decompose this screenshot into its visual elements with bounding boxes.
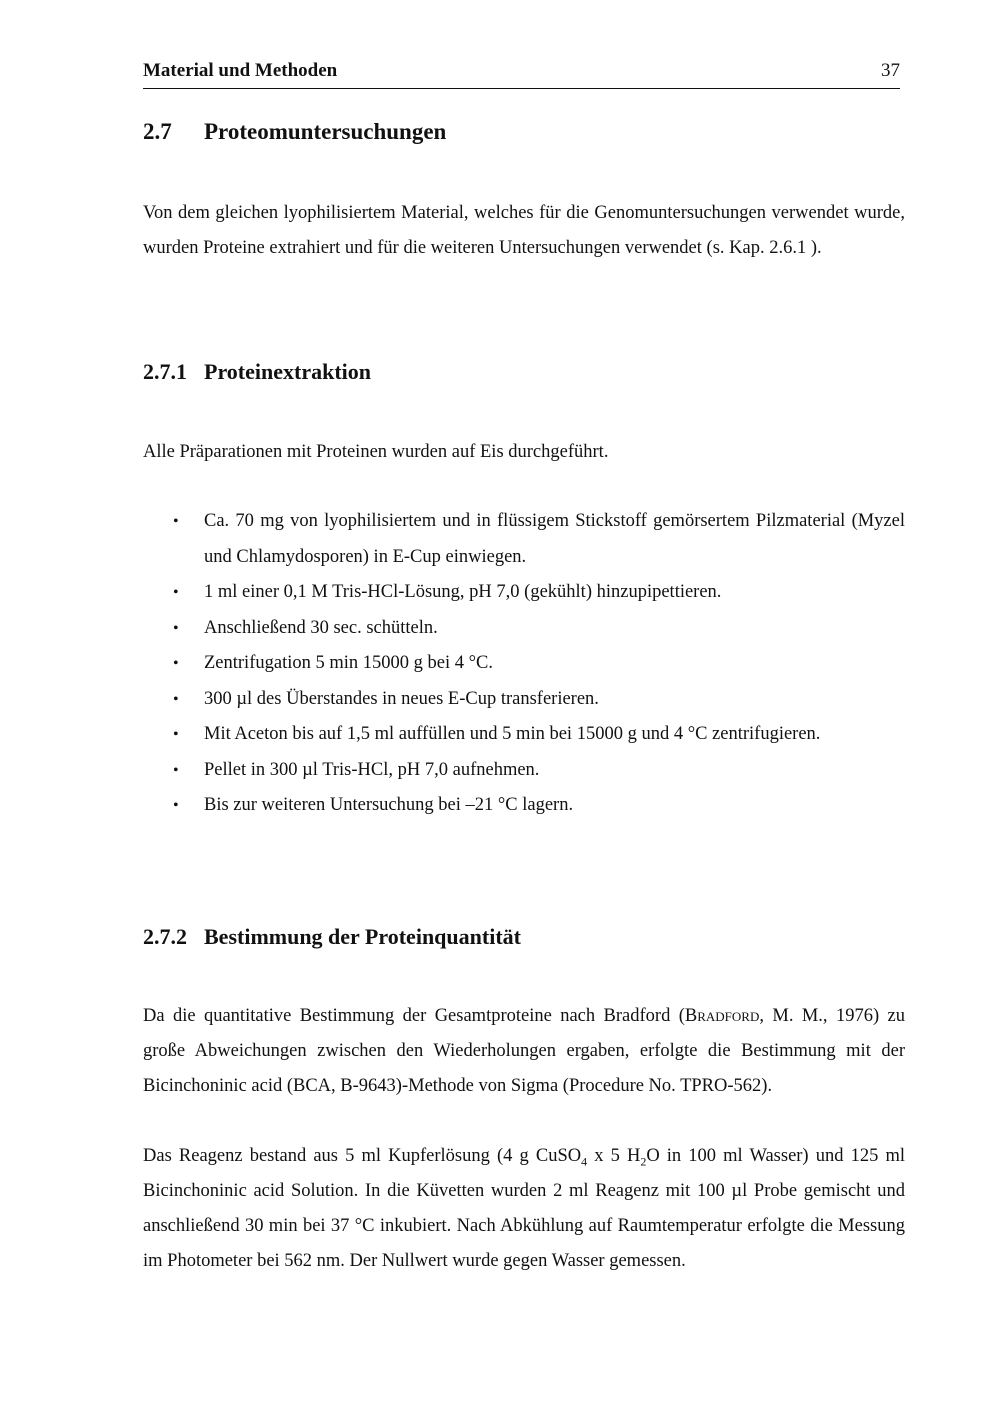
- list-item-text: Zentrifugation 5 min 15000 g bei 4 °C.: [204, 653, 493, 673]
- list-item: [143, 611, 905, 647]
- text-run: Da die quantitative Bestimmung der Gesamtproteine nach Bradford (: [143, 1006, 685, 1026]
- section-number: 2.7.1: [143, 359, 187, 384]
- text-run: O in 100 ml Wasser) und 125 ml Bicinchoninic acid Solution. In die Küvetten wurden 2 ml Reagenz mit 100 µl Probe gemischt und anschließend 30 min bei 37 °C inkubiert. Nach Abkühlung auf Raumtemperatur erfolgte die Messung im Photometer bei 562 nm. Der Nullwert wurde gegen Wasser gemessen.: [143, 1146, 905, 1271]
- list-item-text: Ca. 70 mg von lyophilisiertem und in flüssigem Stickstoff gemörsertem Pilzmaterial (Myzel und Chlamydosporen) in E-Cup einwiegen.: [204, 511, 905, 567]
- bullet-icon: •: [173, 655, 179, 672]
- list-item-text: Pellet in 300 µl Tris-HCl, pH 7,0 aufnehmen.: [204, 759, 540, 780]
- author-name: Bradford: [684, 1006, 760, 1026]
- list-item-text: 1 ml einer 0,1 M Tris-HCl-Lösung, pH 7,0 (gekühlt) hinzupipettieren.: [204, 582, 722, 602]
- list-item: [143, 646, 905, 682]
- list-item: [143, 717, 905, 753]
- bullet-icon: •: [173, 797, 179, 814]
- section-number: 2.7: [143, 119, 172, 144]
- list-item: [143, 504, 905, 575]
- text-run: x 5 H: [587, 1146, 641, 1166]
- subscript: 4: [581, 1154, 588, 1169]
- paragraph-reagent: [143, 1139, 905, 1279]
- paragraph-extraction-intro: Alle Präparationen mit Proteinen wurden auf Eis durchgeführt.: [143, 442, 609, 462]
- running-header: [143, 58, 900, 89]
- list-item: [143, 788, 905, 824]
- list-item-text: 300 µl des Überstandes in neues E-Cup transferieren.: [204, 688, 599, 709]
- section-heading-2-7-2: [143, 922, 521, 952]
- paragraph-bca-method: [143, 999, 905, 1104]
- list-item: [143, 682, 905, 718]
- extraction-steps-list: [143, 504, 905, 824]
- text-run: , M. M., 1976) zu große Abweichungen zwischen den Wiederholungen ergaben, erfolgte die Bestimmung mit der Bicinchoninic acid (BCA, B-9643)-Methode von Sigma (Procedure No. TPRO-562).: [143, 1006, 905, 1096]
- bullet-icon: •: [173, 619, 179, 637]
- bullet-icon: •: [173, 726, 179, 743]
- list-item-text: Mit Aceton bis auf 1,5 ml auffüllen und 5 min bei 15000 g und 4 °C zentrifugieren.: [204, 724, 821, 744]
- paragraph-proteome-intro: Von dem gleichen lyophilisiertem Material, welches für die Genomuntersuchungen verwendet wurde, wurden Proteine extrahiert und für die weiteren Untersuchungen verwendet (s. Kap. 2.6.1 ).: [143, 203, 905, 258]
- section-title: Proteomuntersuchungen: [204, 119, 447, 144]
- section-heading-2-7-1: [143, 357, 371, 387]
- text-run: Das Reagenz bestand aus 5 ml Kupferlösung (4 g CuSO: [143, 1146, 582, 1166]
- section-heading-2-7: [143, 117, 446, 147]
- section-number: 2.7.2: [143, 924, 187, 949]
- subscript: 2: [640, 1154, 647, 1169]
- section-title: Proteinextraktion: [204, 359, 372, 384]
- page-number: 37: [881, 60, 900, 81]
- list-item-text: Anschließend 30 sec. schütteln.: [204, 617, 438, 638]
- bullet-icon: •: [173, 584, 179, 601]
- bullet-icon: •: [173, 513, 179, 530]
- list-item: [143, 753, 905, 789]
- section-title: Bestimmung der Proteinquantität: [204, 924, 521, 949]
- list-item: [143, 575, 905, 611]
- bullet-icon: •: [173, 761, 179, 779]
- list-item-text: Bis zur weiteren Untersuchung bei –21 °C lagern.: [204, 795, 574, 815]
- bullet-icon: •: [173, 690, 179, 708]
- header-title: Material und Methoden: [143, 60, 338, 81]
